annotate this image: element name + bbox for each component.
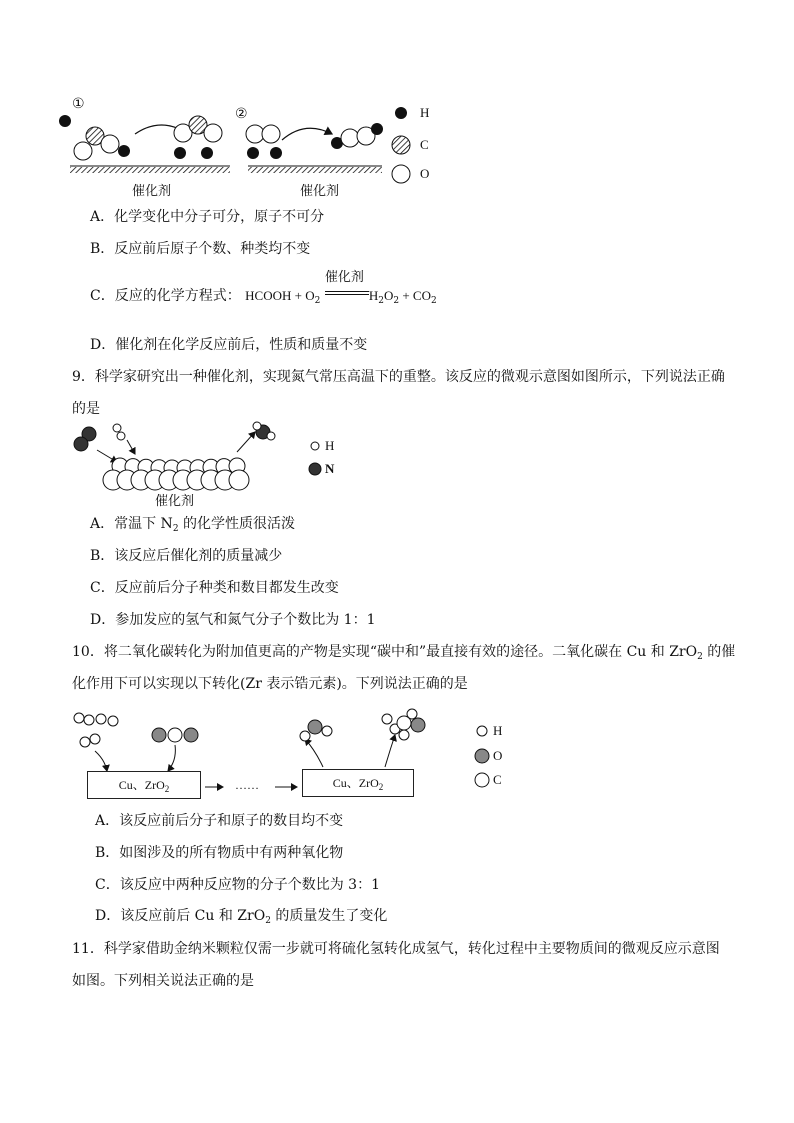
h-atom bbox=[90, 734, 100, 744]
q8-option-c bbox=[90, 270, 437, 310]
reaction-diagram-svg bbox=[60, 92, 460, 202]
reaction-arrow bbox=[282, 128, 332, 140]
figure-label-2: ② bbox=[235, 106, 248, 122]
h2o2-o-atom bbox=[341, 129, 359, 147]
figure-q10-reaction bbox=[65, 705, 525, 805]
q8-c-r1-sub1: 2 bbox=[378, 296, 384, 306]
legend-c-icon bbox=[475, 773, 489, 787]
catalyst-hatch-2 bbox=[248, 167, 382, 173]
catalyst-box-left bbox=[87, 771, 201, 799]
legend-o-label: O bbox=[420, 166, 430, 181]
box-right-sub: 2 bbox=[378, 782, 384, 792]
q9-legend-n: N bbox=[325, 461, 335, 476]
formic-o-atom bbox=[74, 142, 92, 160]
formic-h-atom bbox=[118, 145, 130, 157]
formic-o-atom bbox=[101, 135, 119, 153]
q11-stem-line2: 如图。下列相关说法正确的是 bbox=[72, 973, 254, 989]
h-atom bbox=[80, 737, 90, 747]
arrow-in-right bbox=[168, 745, 175, 771]
formic-h-atom bbox=[59, 115, 71, 127]
q9-stem-line1: 9．科学家研究出一种催化剂，实现氮气常压高温下的重整。该反应的微观示意图如图所示，下列说法正确 bbox=[72, 369, 725, 385]
h2o-h-atom bbox=[300, 731, 310, 741]
q9-stem-line2: 的是 bbox=[72, 401, 100, 417]
hydrogen-atom-icon bbox=[395, 107, 407, 119]
legend-n-icon bbox=[309, 463, 321, 475]
methanol-o-atom bbox=[411, 718, 425, 732]
methanol-h-atom bbox=[407, 709, 417, 719]
q8-option-a: A．化学变化中分子可分，原子不可分 bbox=[90, 209, 325, 225]
q8-option-d: D．催化剂在化学反应前后，性质和质量不变 bbox=[90, 337, 368, 353]
h-atom bbox=[84, 715, 94, 725]
h2o2-h-atom bbox=[371, 123, 383, 135]
q10-option-a: A．该反应前后分子和原子的数目均不变 bbox=[95, 813, 344, 829]
h-atom bbox=[117, 432, 125, 440]
q9-a-sub: 2 bbox=[172, 524, 179, 534]
h-atom bbox=[74, 713, 84, 723]
q10-d-pre: D．该反应前后 Cu 和 ZrO bbox=[95, 908, 266, 924]
o2-o-atom bbox=[246, 125, 264, 143]
q9-a-post: 的化学性质很活泼 bbox=[178, 516, 295, 532]
q8-c-condition-arrow bbox=[324, 270, 369, 300]
box-left-sub: 2 bbox=[164, 784, 170, 794]
catalyst-label-2: 催化剂 bbox=[300, 184, 340, 199]
q10-stem-line1 bbox=[72, 643, 735, 666]
q9-legend-h: H bbox=[325, 438, 335, 453]
legend-h-label: H bbox=[420, 105, 430, 120]
q8-c-r1-sub2: 2 bbox=[393, 296, 400, 306]
figure-label-1: ① bbox=[72, 96, 85, 112]
q10-stem-line2: 化作用下可以实现以下转化(Zr 表示锆元素)。下列说法正确的是 bbox=[72, 676, 468, 692]
h2o-h-atom bbox=[322, 726, 332, 736]
arrow-in-left bbox=[95, 751, 107, 771]
q10-option-b: B．如图涉及的所有物质中有两种氧化物 bbox=[95, 845, 344, 861]
q10-stem-post: 的催 bbox=[702, 644, 736, 660]
methanol-h-atom bbox=[382, 714, 392, 724]
figure-q8-reaction bbox=[60, 92, 460, 202]
q10-option-c: C．该反应中两种反应物的分子个数比为 3：1 bbox=[95, 877, 380, 893]
q10-option-d bbox=[95, 907, 387, 930]
q8-c-prefix: C．反应的化学方程式： bbox=[90, 288, 241, 304]
q10-d-post: 的质量发生了变化 bbox=[270, 908, 388, 924]
co2-o-atom bbox=[184, 728, 198, 742]
arrow-out bbox=[237, 432, 255, 452]
arrow-in bbox=[127, 440, 135, 454]
o2-o-atom bbox=[262, 125, 280, 143]
q8-c-r1b: O bbox=[383, 288, 394, 303]
q9-option-c: C．反应前后分子种类和数目都发生改变 bbox=[90, 580, 339, 596]
q9-option-a bbox=[90, 515, 295, 538]
catalyst-particles bbox=[103, 458, 249, 490]
q10-legend-o: O bbox=[493, 748, 503, 763]
legend-h-icon bbox=[311, 442, 319, 450]
h-atom bbox=[270, 147, 282, 159]
q8-c-r2-sub: 2 bbox=[430, 296, 437, 306]
box-right-pre: Cu、ZrO bbox=[332, 776, 379, 790]
co2-o-atom bbox=[204, 124, 222, 142]
q9-option-b: B．该反应后催化剂的质量减少 bbox=[90, 548, 283, 564]
q10-legend-c: C bbox=[493, 772, 502, 787]
q9-catalyst-label: 催化剂 bbox=[155, 494, 195, 509]
q10-stem-pre: 10．将二氧化碳转化为附加值更高的产物是实现“碳中和”最直接有效的途径。二氧化碳在 Cu 和 ZrO bbox=[72, 644, 698, 660]
h-atom bbox=[201, 147, 213, 159]
ellipsis-dots: …… bbox=[235, 778, 259, 792]
h-atom bbox=[247, 147, 259, 159]
co2-o-atom bbox=[152, 728, 166, 742]
catalyst-particle bbox=[229, 470, 249, 490]
co2-c-atom bbox=[168, 728, 182, 742]
n-atom bbox=[74, 437, 88, 451]
h-atom bbox=[108, 716, 118, 726]
arrow-out-left bbox=[305, 739, 323, 767]
q9-option-d: D．参加发应的氢气和氮气分子个数比为 1：1 bbox=[90, 612, 376, 628]
q9-diagram-svg bbox=[65, 420, 365, 510]
q8-c-equation-left-sub: 2 bbox=[314, 296, 321, 306]
q8-c-plus: + CO bbox=[399, 288, 431, 303]
q9-a-pre: A．常温下 N bbox=[90, 516, 173, 532]
nh-molecule-h bbox=[267, 432, 275, 440]
arrow-out-right bbox=[385, 735, 395, 767]
figure-q9-reaction bbox=[65, 420, 365, 510]
q11-stem-line1: 11．科学家借助金纳米颗粒仅需一步就可将硫化氢转化成氢气，转化过程中主要物质间的微观反应示意图 bbox=[72, 941, 720, 957]
nh-molecule-h bbox=[253, 422, 261, 430]
q8-c-condition: 催化剂 bbox=[324, 270, 364, 285]
carbon-atom-icon bbox=[392, 136, 410, 154]
catalyst-box-right bbox=[302, 769, 414, 797]
box-left-pre: Cu、ZrO bbox=[118, 778, 165, 792]
q10-stem-sub: 2 bbox=[697, 652, 703, 662]
q8-c-r1: H bbox=[368, 288, 379, 303]
legend-h-icon bbox=[477, 726, 487, 736]
oxygen-atom-icon bbox=[392, 165, 410, 183]
q8-c-equation-left: HCOOH + O bbox=[245, 288, 315, 303]
h-atom bbox=[174, 147, 186, 159]
legend-c-label: C bbox=[420, 137, 429, 152]
q8-option-b: B．反应前后原子个数、种类均不变 bbox=[90, 241, 311, 257]
q10-d-sub: 2 bbox=[265, 916, 271, 926]
q10-legend-h: H bbox=[493, 723, 503, 738]
catalyst-label-1: 催化剂 bbox=[132, 184, 172, 199]
h-atom bbox=[113, 424, 121, 432]
legend-o-icon bbox=[475, 749, 489, 763]
h2o-o-atom bbox=[308, 720, 322, 734]
h-atom bbox=[96, 714, 106, 724]
catalyst-hatch-1 bbox=[70, 167, 230, 173]
methanol-h-atom bbox=[399, 730, 409, 740]
